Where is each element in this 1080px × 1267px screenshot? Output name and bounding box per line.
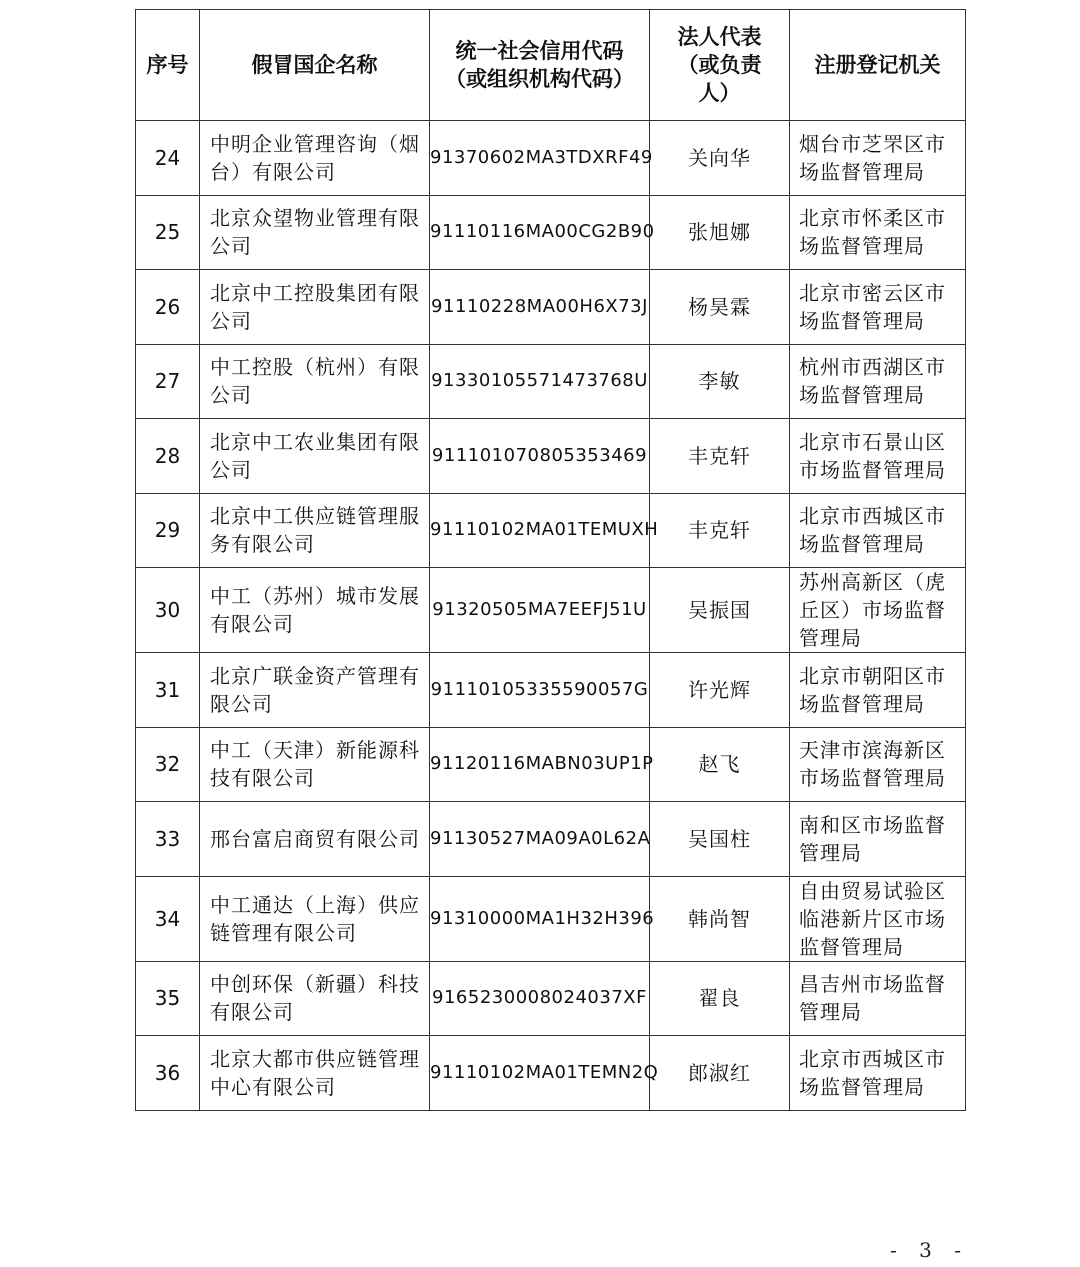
row-code: 91120116MABN03UP1P	[430, 727, 650, 802]
row-name: 北京中工控股集团有限公司	[200, 270, 430, 345]
row-name: 中工控股（杭州）有限公司	[200, 344, 430, 419]
counterfeit-soe-table	[135, 9, 966, 1111]
header-code	[430, 10, 650, 121]
row-authority: 北京市怀柔区市场监督管理局	[790, 195, 966, 270]
row-code: 91110228MA00H6X73J	[430, 270, 650, 345]
row-rep: 郎淑红	[650, 1036, 790, 1111]
row-authority: 自由贸易试验区临港新片区市场监督管理局	[790, 876, 966, 961]
row-code: 91370602MA3TDXRF49	[430, 121, 650, 196]
row-authority: 北京市石景山区市场监督管理局	[790, 419, 966, 494]
page-number: - 3 -	[890, 1238, 969, 1262]
row-rep: 吴振国	[650, 568, 790, 653]
table-row	[136, 419, 966, 494]
row-name: 中工（苏州）城市发展有限公司	[200, 568, 430, 653]
row-rep: 丰克轩	[650, 493, 790, 568]
row-authority: 杭州市西湖区市场监督管理局	[790, 344, 966, 419]
row-no: 28	[136, 419, 200, 494]
row-code: 91310000MA1H32H396	[430, 876, 650, 961]
row-authority: 烟台市芝罘区市场监督管理局	[790, 121, 966, 196]
table-row	[136, 121, 966, 196]
header-authority: 注册登记机关	[790, 10, 966, 121]
row-code: 91320505MA7EEFJ51U	[430, 568, 650, 653]
row-name: 中工通达（上海）供应链管理有限公司	[200, 876, 430, 961]
row-code: 91110116MA00CG2B90	[430, 195, 650, 270]
header-name: 假冒国企名称	[200, 10, 430, 121]
row-name: 北京大都市供应链管理中心有限公司	[200, 1036, 430, 1111]
row-name: 中工（天津）新能源科技有限公司	[200, 727, 430, 802]
row-name: 北京广联金资产管理有限公司	[200, 653, 430, 728]
table-row	[136, 195, 966, 270]
row-name: 中明企业管理咨询（烟台）有限公司	[200, 121, 430, 196]
header-rep-line3: 人）	[698, 81, 741, 105]
row-rep: 赵飞	[650, 727, 790, 802]
row-no: 24	[136, 121, 200, 196]
row-name: 中创环保（新疆）科技有限公司	[200, 961, 430, 1036]
row-rep: 吴国柱	[650, 802, 790, 877]
row-rep: 李敏	[650, 344, 790, 419]
header-rep-line1: 法人代表	[677, 25, 762, 49]
table-row	[136, 961, 966, 1036]
row-no: 35	[136, 961, 200, 1036]
table-row	[136, 568, 966, 653]
row-rep: 关向华	[650, 121, 790, 196]
row-no: 27	[136, 344, 200, 419]
row-rep: 许光辉	[650, 653, 790, 728]
row-authority: 南和区市场监督管理局	[790, 802, 966, 877]
row-no: 25	[136, 195, 200, 270]
table-row	[136, 802, 966, 877]
header-code-line2: （或组织机构代码）	[445, 67, 634, 91]
row-authority: 北京市朝阳区市场监督管理局	[790, 653, 966, 728]
row-rep: 丰克轩	[650, 419, 790, 494]
table-row	[136, 493, 966, 568]
row-name: 邢台富启商贸有限公司	[200, 802, 430, 877]
table-row	[136, 653, 966, 728]
header-rep-line2: （或负责	[677, 53, 762, 77]
row-authority: 北京市西城区市场监督管理局	[790, 1036, 966, 1111]
header-code-line1: 统一社会信用代码	[455, 39, 624, 63]
row-code: 91110102MA01TEMN2Q	[430, 1036, 650, 1111]
table-row	[136, 727, 966, 802]
row-name: 北京众望物业管理有限公司	[200, 195, 430, 270]
row-no: 26	[136, 270, 200, 345]
table-row	[136, 1036, 966, 1111]
table-row	[136, 270, 966, 345]
table-row	[136, 876, 966, 961]
row-rep: 韩尚智	[650, 876, 790, 961]
row-no: 33	[136, 802, 200, 877]
row-authority: 昌吉州市场监督管理局	[790, 961, 966, 1036]
row-no: 31	[136, 653, 200, 728]
row-code: 9165230008024037XF	[430, 961, 650, 1036]
row-name: 北京中工供应链管理服务有限公司	[200, 493, 430, 568]
row-code: 91110105335590057G	[430, 653, 650, 728]
row-no: 34	[136, 876, 200, 961]
table-header-row	[136, 10, 966, 121]
row-code: 911101070805353469	[430, 419, 650, 494]
table-row	[136, 344, 966, 419]
row-no: 32	[136, 727, 200, 802]
row-authority: 北京市西城区市场监督管理局	[790, 493, 966, 568]
row-no: 30	[136, 568, 200, 653]
row-no: 36	[136, 1036, 200, 1111]
row-rep: 杨昊霖	[650, 270, 790, 345]
row-rep: 张旭娜	[650, 195, 790, 270]
row-rep: 翟良	[650, 961, 790, 1036]
row-authority: 天津市滨海新区市场监督管理局	[790, 727, 966, 802]
row-code: 91110102MA01TEMUXH	[430, 493, 650, 568]
header-no: 序号	[136, 10, 200, 121]
row-authority: 北京市密云区市场监督管理局	[790, 270, 966, 345]
row-name: 北京中工农业集团有限公司	[200, 419, 430, 494]
row-no: 29	[136, 493, 200, 568]
row-authority: 苏州高新区（虎丘区）市场监督管理局	[790, 568, 966, 653]
row-code: 91330105571473768U	[430, 344, 650, 419]
row-code: 91130527MA09A0L62A	[430, 802, 650, 877]
header-rep	[650, 10, 790, 121]
